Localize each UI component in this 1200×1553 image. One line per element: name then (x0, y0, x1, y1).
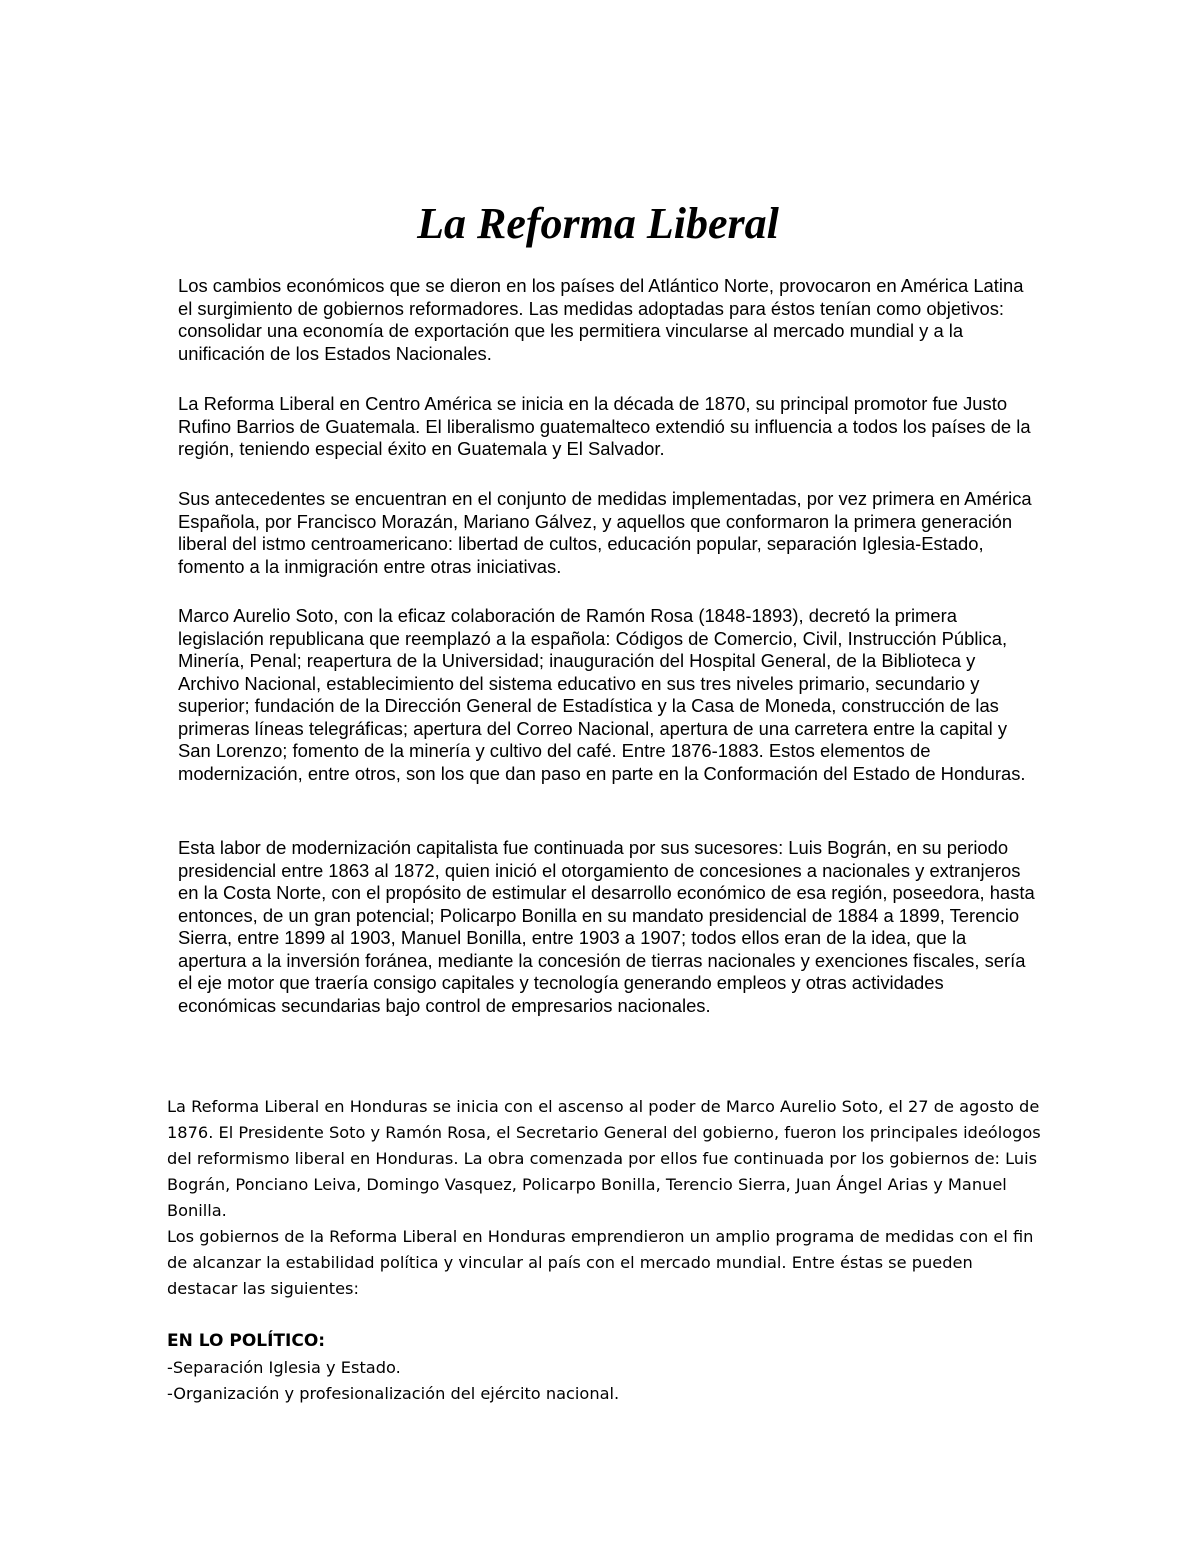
section-heading-politico: EN LO POLÍTICO: (167, 1331, 326, 1351)
document-title: La Reforma Liberal (417, 199, 779, 248)
paragraph-text: Marco Aurelio Soto, con la eficaz colaboración de Ramón Rosa (1848-1893), decretó la primera legislación republicana que reemplazó a la española: Códigos de Comercio, Civil, Instrucción Pública, Minería, Penal; reapertura de la Universidad; inauguración del Hospital General, de la Biblioteca y Archivo Nacional, establecimiento del sistema educativo en sus tres niveles primario, secundario y superior; fundación de la Dirección General de Estadística y la Casa de Moneda, construcción de las primeras líneas telegráficas; apertura del Correo Nacional, apertura de una carretera entre la capital y San Lorenzo; fomento de la minería y cultivo del café. Entre 1876-1883. Estos elementos de modernización, entre otros, son los que dan paso en parte en la Conformación del Estado de Honduras. (178, 605, 1026, 784)
paragraph-marco-aurelio-soto (178, 605, 1038, 785)
paragraph-text: Sus antecedentes se encuentran en el conjunto de medidas implementadas, por vez primera en América Española, por Francisco Morazán, Mariano Gálvez, y aquellos que conformaron la primera generación liberal del istmo centroamericano: libertad de cultos, educación popular, separación Iglesia-Estado, fomento a la inmigración entre otras iniciativas. (178, 488, 1032, 577)
paragraph-text: Los cambios económicos que se dieron en los países del Atlántico Norte, provocaron en América Latina el surgimiento de gobiernos reformadores. Las medidas adoptadas para éstos tenían como objetivos: consolidar una economía de exportación que les permitiera vincularse al mercado mundial y a la unificación de los Estados Nacionales. (178, 275, 1024, 364)
paragraph-honduras-intro: La Reforma Liberal en Honduras se inicia con el ascenso al poder de Marco Aurelio Soto, el 27 de agosto de 1876. El Presidente Soto y Ramón Rosa, el Secretario General del gobierno, fueron los principales ideólogos del reformismo liberal en Honduras. La obra comenzada por ellos fue continuada por los gobiernos de: Luis Bográn, Ponciano Leiva, Domingo Vasquez, Policarpo Bonilla, Terencio Sierra, Juan Ángel Arias y Manuel Bonilla. (167, 1097, 1041, 1220)
paragraph-sucesores (178, 837, 1038, 1017)
paragraph-text: Esta labor de modernización capitalista fue continuada por sus sucesores: Luis Bográn, en su periodo presidencial entre 1863 al 1872, quien inició el otorgamiento de concesiones a nacionales y extranjeros en la Costa Norte, con el propósito de estimular el desarrollo económico de esa región, poseedora, hasta entonces, de un gran potencial; Policarpo Bonilla en su mandato presidencial de 1884 a 1899, Terencio Sierra, entre 1899 al 1903, Manuel Bonilla, entre 1903 a 1907; todos ellos eran de la idea, que la apertura a la inversión foránea, mediante la concesión de tierras nacionales y exenciones fiscales, sería el eje motor que traería consigo capitales y tecnología generando empleos y otras actividades económicas secundarias bajo control de empresarios nacionales. (178, 837, 1035, 1016)
paragraph-reforma-centroamerica (178, 393, 1038, 461)
paragraph-antecedentes (178, 488, 1038, 578)
paragraph-cambios-economicos (178, 275, 1038, 365)
list-item: -Separación Iglesia y Estado. (167, 1358, 401, 1377)
paragraph-reforma-honduras (167, 1094, 1047, 1302)
paragraph-honduras-programa: Los gobiernos de la Reforma Liberal en Honduras emprendieron un amplio programa de medidas con el fin de alcanzar la estabilidad política y vincular al país con el mercado mundial. Entre éstas se pueden destacar las siguientes: (167, 1227, 1034, 1298)
list-politico (167, 1355, 1047, 1407)
list-item: -Organización y profesionalización del ejército nacional. (167, 1384, 620, 1403)
paragraph-text: La Reforma Liberal en Centro América se inicia en la década de 1870, su principal promotor fue Justo Rufino Barrios de Guatemala. El liberalismo guatemalteco extendió su influencia a todos los países de la región, teniendo especial éxito en Guatemala y El Salvador. (178, 393, 1031, 459)
